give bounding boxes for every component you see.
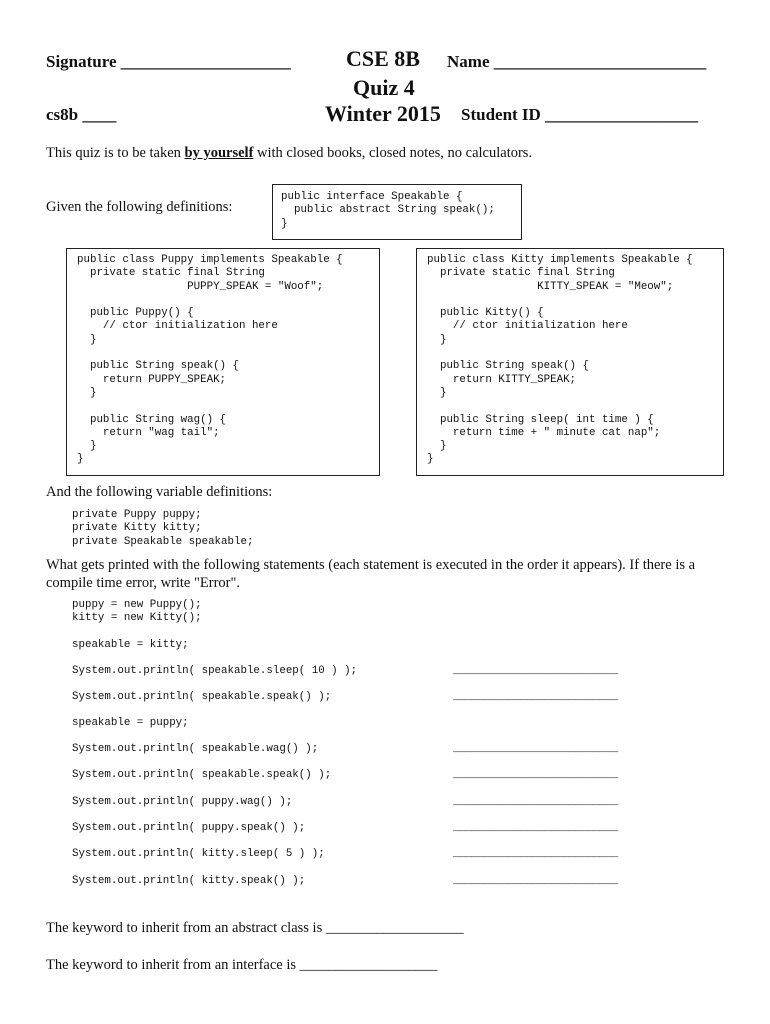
instructions-post: with closed books, closed notes, no calculators. xyxy=(253,145,533,161)
question-line-2: compile time error, write "Error". xyxy=(46,575,241,591)
kitty-code-box xyxy=(416,248,724,476)
interface-code-box xyxy=(272,184,522,240)
statement-row: System.out.println( puppy.wag() ); xyxy=(72,796,293,808)
answer-blank[interactable]: ___________________________ xyxy=(453,743,618,755)
answer-blank[interactable]: ___________________________ xyxy=(453,769,618,781)
answer-blank[interactable]: ___________________________ xyxy=(453,665,618,677)
cs8b-login-line[interactable]: cs8b ____ xyxy=(46,105,117,124)
signature-line[interactable]: Signature ____________________ xyxy=(46,52,291,71)
statement-row: System.out.println( speakable.speak() ); xyxy=(72,691,332,703)
statement-row: speakable = kitty; xyxy=(72,639,189,651)
variable-label: And the following variable definitions: xyxy=(46,484,273,500)
kitty-code: public class Kitty implements Speakable { private static final String KITTY_SPEAK = "Meow"; public Kitty() { // ctor initialization here } public String speak() { return KITTY_SPEAK; } public String sleep( int time ) { return time + " minute cat nap"; } } xyxy=(427,254,693,466)
keyword-abstract-question[interactable]: The keyword to inherit from an abstract class is ___________________ xyxy=(46,920,464,936)
statement-row: System.out.println( speakable.sleep( 10 ) ); xyxy=(72,665,358,677)
statement-row: System.out.println( puppy.speak() ); xyxy=(72,822,306,834)
variable-code: private Puppy puppy; private Kitty kitty; private Speakable speakable; xyxy=(72,509,254,548)
puppy-code: public class Puppy implements Speakable { private static final String PUPPY_SPEAK = "Woof"; public Puppy() { // ctor initialization here } public String speak() { return PUPPY_SPEAK; } public String wag() { return "wag tail"; } } xyxy=(77,254,343,466)
statement-row: System.out.println( speakable.wag() ); xyxy=(72,743,319,755)
answer-blank[interactable]: ___________________________ xyxy=(453,796,618,808)
init-code: puppy = new Puppy(); kitty = new Kitty(); xyxy=(72,599,202,625)
interface-code: public interface Speakable { public abstract String speak(); } xyxy=(281,191,495,230)
puppy-code-box xyxy=(66,248,380,476)
statement-row: System.out.println( kitty.speak() ); xyxy=(72,875,306,887)
answer-blank[interactable]: ___________________________ xyxy=(453,848,618,860)
answer-blank[interactable]: ___________________________ xyxy=(453,691,618,703)
instructions-pre: This quiz is to be taken xyxy=(46,145,185,161)
student-id-line[interactable]: Student ID __________________ xyxy=(461,105,699,124)
statement-row: System.out.println( kitty.sleep( 5 ) ); xyxy=(72,848,325,860)
term-title: Winter 2015 xyxy=(325,101,441,126)
answer-blank[interactable]: ___________________________ xyxy=(453,875,618,887)
instructions-emphasis: by yourself xyxy=(184,145,254,161)
name-line[interactable]: Name _________________________ xyxy=(447,52,707,71)
question-line-1: What gets printed with the following statements (each statement is executed in the order it appears). If there is a xyxy=(46,557,696,573)
given-label: Given the following definitions: xyxy=(46,199,233,215)
statement-row: speakable = puppy; xyxy=(72,717,189,729)
quiz-title: Quiz 4 xyxy=(353,75,415,100)
instructions xyxy=(46,145,532,162)
statement-row: System.out.println( speakable.speak() ); xyxy=(72,769,332,781)
keyword-interface-question[interactable]: The keyword to inherit from an interface is ___________________ xyxy=(46,957,438,973)
course-title: CSE 8B xyxy=(346,46,420,71)
answer-blank[interactable]: ___________________________ xyxy=(453,822,618,834)
